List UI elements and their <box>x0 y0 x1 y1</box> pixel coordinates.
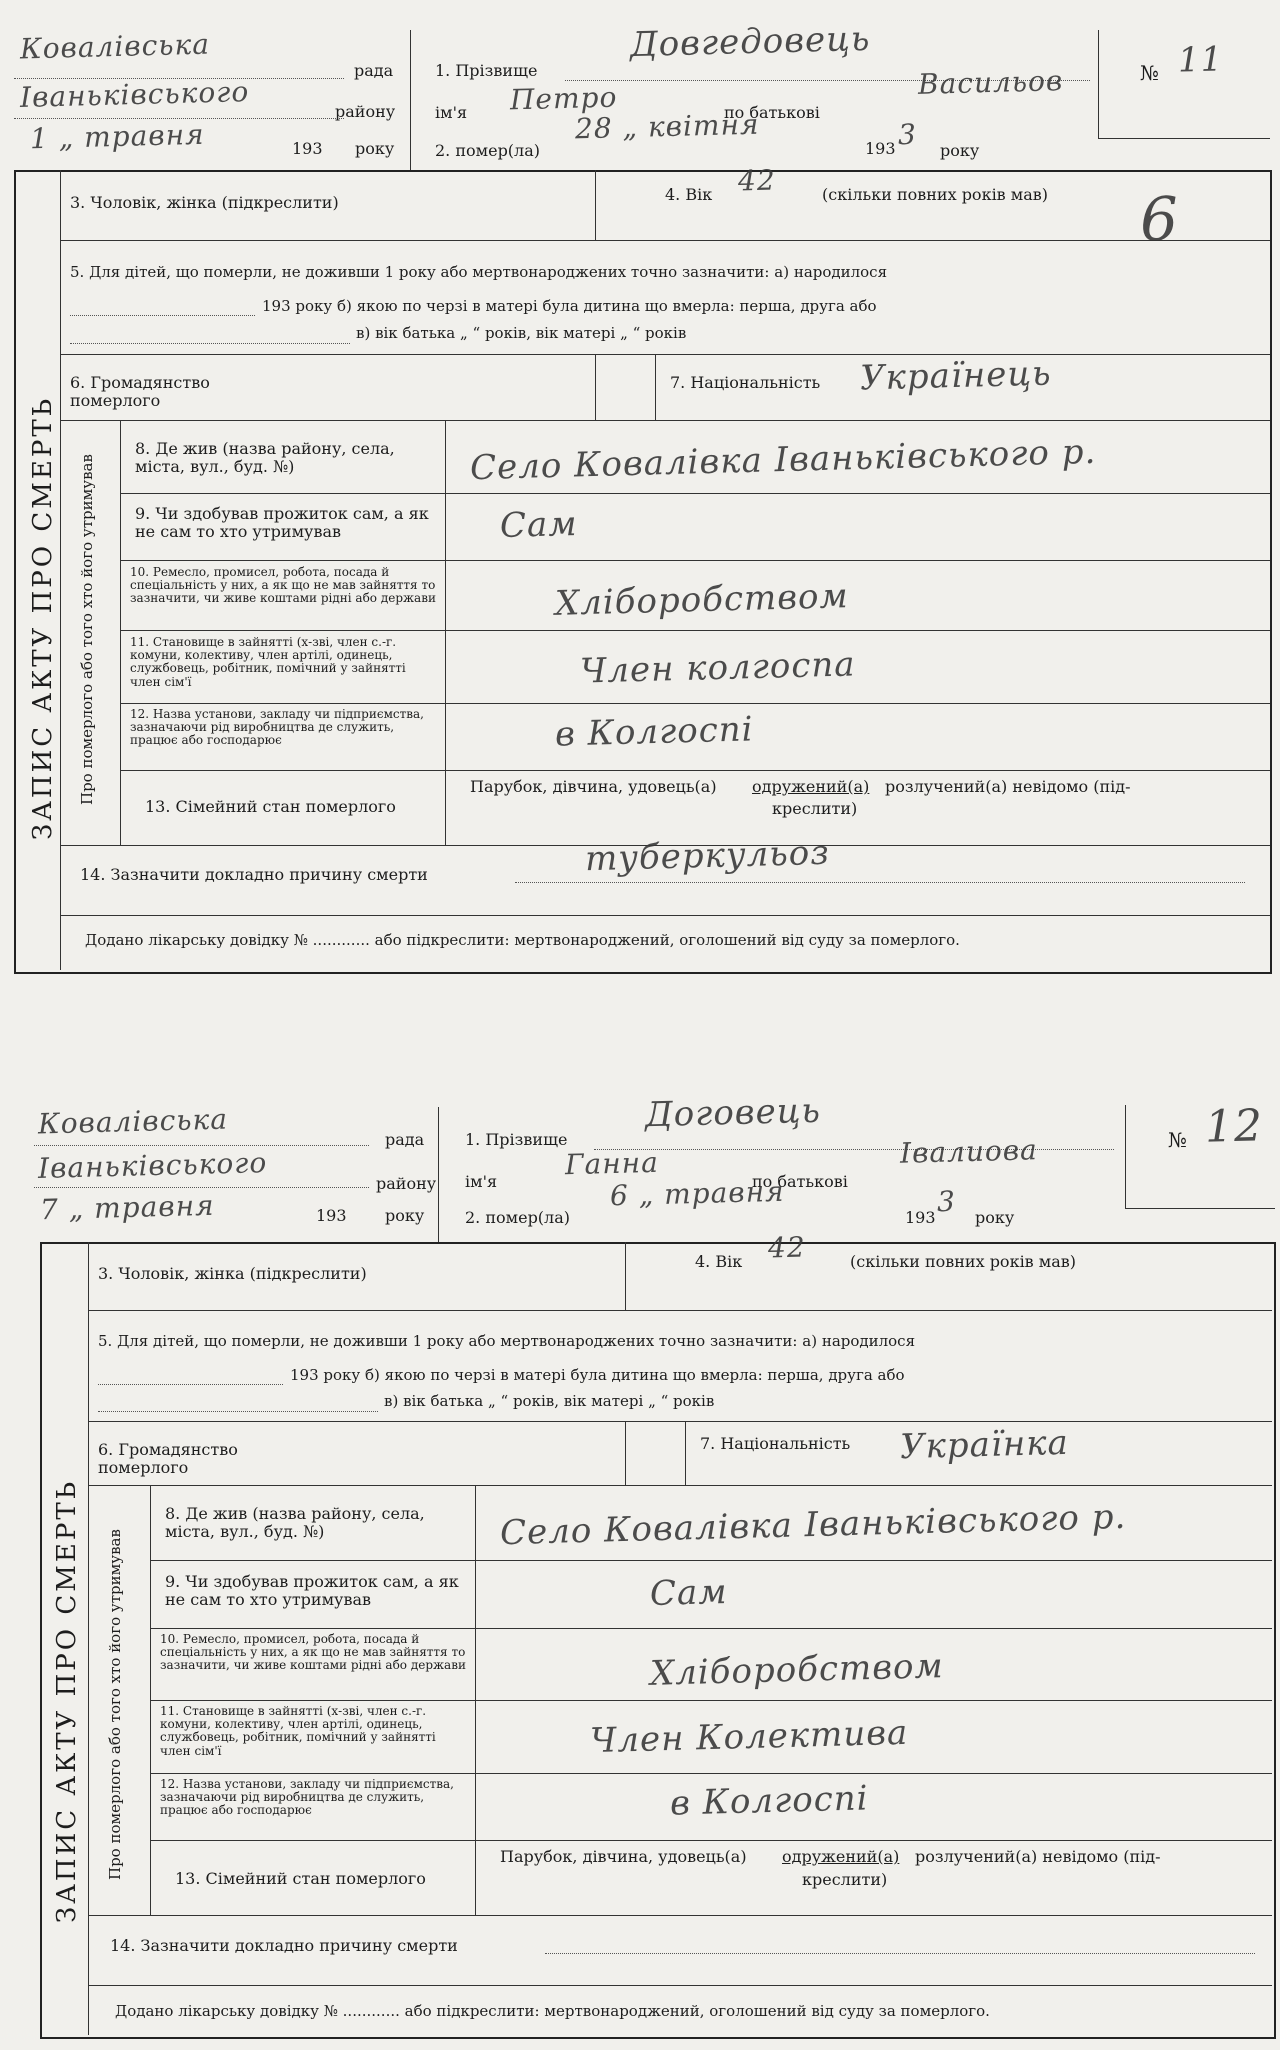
hw-number: 11 <box>1177 39 1224 81</box>
name-label: ім'я <box>465 1172 498 1191</box>
row5-a: 5. Для дітей, що померли, не доживши 1 року або мертвонароджених точно зазначити: а) народилося <box>98 1332 916 1350</box>
row9-label: 9. Чи здобував прожиток сам, а як не сам то хто утримував <box>135 504 429 542</box>
died-roku-label: року <box>975 1208 1015 1227</box>
hw-age: 42 <box>737 163 777 198</box>
row13-label: 13. Сімейний стан померлого <box>175 1869 426 1888</box>
hw-died-year: 3 <box>897 117 918 152</box>
hw-rayon: Іваньківського <box>19 75 250 114</box>
hw-died-year: 3 <box>936 1184 957 1219</box>
row12-label: 12. Назва установи, закладу чи підприємства, зазначаючи рід виробництва де служить, працює або господарює <box>160 1777 454 1818</box>
hw-occupation: Хліборобством <box>554 576 850 624</box>
year-label: 193 <box>292 139 323 158</box>
row9-label: 9. Чи здобував прожиток сам, а як не сам то хто утримував <box>165 1572 459 1610</box>
hw-surname: Довгедовець <box>629 18 871 66</box>
hw-number: 12 <box>1204 1100 1264 1153</box>
surname-label: 1. Прізвище <box>435 61 538 80</box>
death-record-card <box>0 0 1280 990</box>
hw-name: Ганна <box>564 1145 660 1182</box>
footer-note: Додано лікарську довідку № ............ або підкреслити: мертвонароджений, оголошений від суду за померлого. <box>115 2002 990 2020</box>
name-label: ім'я <box>435 103 468 122</box>
hw-died-day: 6 „ травня <box>609 1174 785 1213</box>
row11-label: 11. Становище в зайнятті (х-зві, член с.-г. комуни, колективу, член артілі, одинець, службовець, робітник, помічний у зайнятті член сім'ї <box>160 1704 436 1758</box>
row5-b: 193 року б) якою по черзі в матері була дитина що вмерла: перша, друга або <box>290 1366 905 1384</box>
patronymic-label: по батькові <box>724 103 820 122</box>
hw-nationality: Українка <box>899 1422 1070 1468</box>
hw-rada: Ковалівська <box>19 27 211 66</box>
hw-institution: в Колгоспі <box>554 709 754 755</box>
number-label: № <box>1168 1128 1187 1152</box>
died-label: 2. помер(ла) <box>435 141 540 160</box>
death-record-card <box>0 1085 1280 2045</box>
row13-label: 13. Сімейний стан померлого <box>145 797 396 816</box>
row8-label: 8. Де жив (назва району, села, міста, вул., буд. №) <box>135 439 395 477</box>
side-group: Про померлого або того хто його утримував <box>106 1529 124 1880</box>
row13-options-b: розлучений(а) невідомо (під- <box>915 1847 1161 1866</box>
side-title: ЗАПИС АКТУ ПРО СМЕРТЬ <box>52 1478 82 1923</box>
rada-label: рада <box>354 61 394 80</box>
died-roku-label: року <box>940 141 980 160</box>
hw-patronymic: Васильов <box>917 64 1064 101</box>
row13-options-c: креслити) <box>772 799 858 818</box>
row4-suffix: (скільки повних років мав) <box>850 1252 1077 1271</box>
hw-occupation: Хліборобством <box>649 1646 945 1694</box>
hw-date: 1 „ травня <box>29 117 205 156</box>
row13-married: одружений(а) <box>782 1847 900 1866</box>
hw-self: Сам <box>499 503 578 547</box>
row11-label: 11. Становище в зайнятті (х-зві, член с.-г. комуни, колективу, член артілі, одинець, службовець, робітник, помічний у зайнятті член сім'ї <box>130 635 406 689</box>
hw-died-day: 28 „ квітня <box>574 107 760 146</box>
hw-rada: Ковалівська <box>37 1102 229 1141</box>
row6-label: 6. Громадянство померлого <box>70 373 210 411</box>
hw-nationality: Українець <box>859 353 1053 399</box>
rayon-label: району <box>376 1174 437 1193</box>
row13-options-b: розлучений(а) невідомо (під- <box>885 777 1131 796</box>
row13-options-c: креслити) <box>802 1870 888 1889</box>
row14-label: 14. Зазначити докладно причину смерти <box>80 865 428 884</box>
surname-label: 1. Прізвище <box>465 1130 568 1149</box>
hw-surname: Договець <box>644 1090 822 1136</box>
hw-address: Село Ковалівка Іваньківського р. <box>499 1496 1127 1554</box>
died-year-label: 193 <box>865 139 896 158</box>
row5-a: 5. Для дітей, що померли, не доживши 1 року або мертвонароджених точно зазначити: а) народилося <box>70 263 888 281</box>
row7-label: 7. Національність <box>700 1434 851 1453</box>
row5-c: в) вік батька „ “ років, вік матері „ “ років <box>384 1392 715 1410</box>
patronymic-label: по батькові <box>752 1172 848 1191</box>
row8-label: 8. Де жив (назва району, села, міста, вул., буд. №) <box>165 1504 425 1542</box>
hw-date: 7 „ травня <box>39 1188 215 1227</box>
side-group: Про померлого або того хто його утримував <box>78 454 96 805</box>
hw-self: Сам <box>649 1571 728 1615</box>
row10-label: 10. Ремесло, промисел, робота, посада й спеціальність у них, а як що не мав зайняття то зазначити, чи живе коштами рідні або держави <box>160 1632 466 1673</box>
roku-label: року <box>355 139 395 158</box>
hw-margin-mark: 6 <box>1139 184 1181 256</box>
row6-label: 6. Громадянство померлого <box>98 1440 238 1478</box>
hw-position: Член Колектива <box>589 1712 909 1762</box>
row12-label: 12. Назва установи, закладу чи підприємства, зазначаючи рід виробництва де служить, працює або господарює <box>130 707 424 748</box>
hw-rayon: Іваньківського <box>37 1146 268 1185</box>
hw-institution: в Колгоспі <box>669 1778 869 1824</box>
row7-label: 7. Національність <box>670 373 821 392</box>
hw-name: Петро <box>509 80 618 117</box>
row14-label: 14. Зазначити докладно причину смерти <box>110 1936 458 1955</box>
row10-label: 10. Ремесло, промисел, робота, посада й спеціальність у них, а як що не мав зайняття то зазначити, чи живе коштами рідні або держави <box>130 565 436 606</box>
rada-label: рада <box>385 1130 425 1149</box>
rayon-label: району <box>335 102 396 121</box>
row5-c: в) вік батька „ “ років, вік матері „ “ років <box>356 324 687 342</box>
row3-label: 3. Чоловік, жінка (підкреслити) <box>70 193 339 212</box>
year-label: 193 <box>316 1206 347 1225</box>
died-year-label: 193 <box>905 1208 936 1227</box>
hw-age: 42 <box>767 1230 807 1265</box>
hw-patronymic: Івалиова <box>899 1133 1039 1170</box>
row4-label: 4. Вік <box>695 1252 743 1271</box>
side-title: ЗАПИС АКТУ ПРО СМЕРТЬ <box>28 395 58 840</box>
row3-label: 3. Чоловік, жінка (підкреслити) <box>98 1264 367 1283</box>
footer-note: Додано лікарську довідку № ............ або підкреслити: мертвонароджений, оголошений від суду за померлого. <box>85 931 960 949</box>
row5-b: 193 року б) якою по черзі в матері була дитина що вмерла: перша, друга або <box>262 297 877 315</box>
roku-label: року <box>385 1206 425 1225</box>
row13-married: одружений(а) <box>752 777 870 796</box>
row13-options-a: Парубок, дівчина, удовець(а) <box>500 1847 747 1866</box>
row4-suffix: (скільки повних років мав) <box>822 185 1049 204</box>
number-label: № <box>1140 61 1159 85</box>
row13-options-a: Парубок, дівчина, удовець(а) <box>470 777 717 796</box>
row4-label: 4. Вік <box>665 185 713 204</box>
hw-position: Член колгоспа <box>579 644 857 692</box>
hw-cause: туберкульоз <box>584 832 831 880</box>
died-label: 2. помер(ла) <box>465 1208 570 1227</box>
hw-address: Село Ковалівка Іваньківського р. <box>469 431 1097 489</box>
